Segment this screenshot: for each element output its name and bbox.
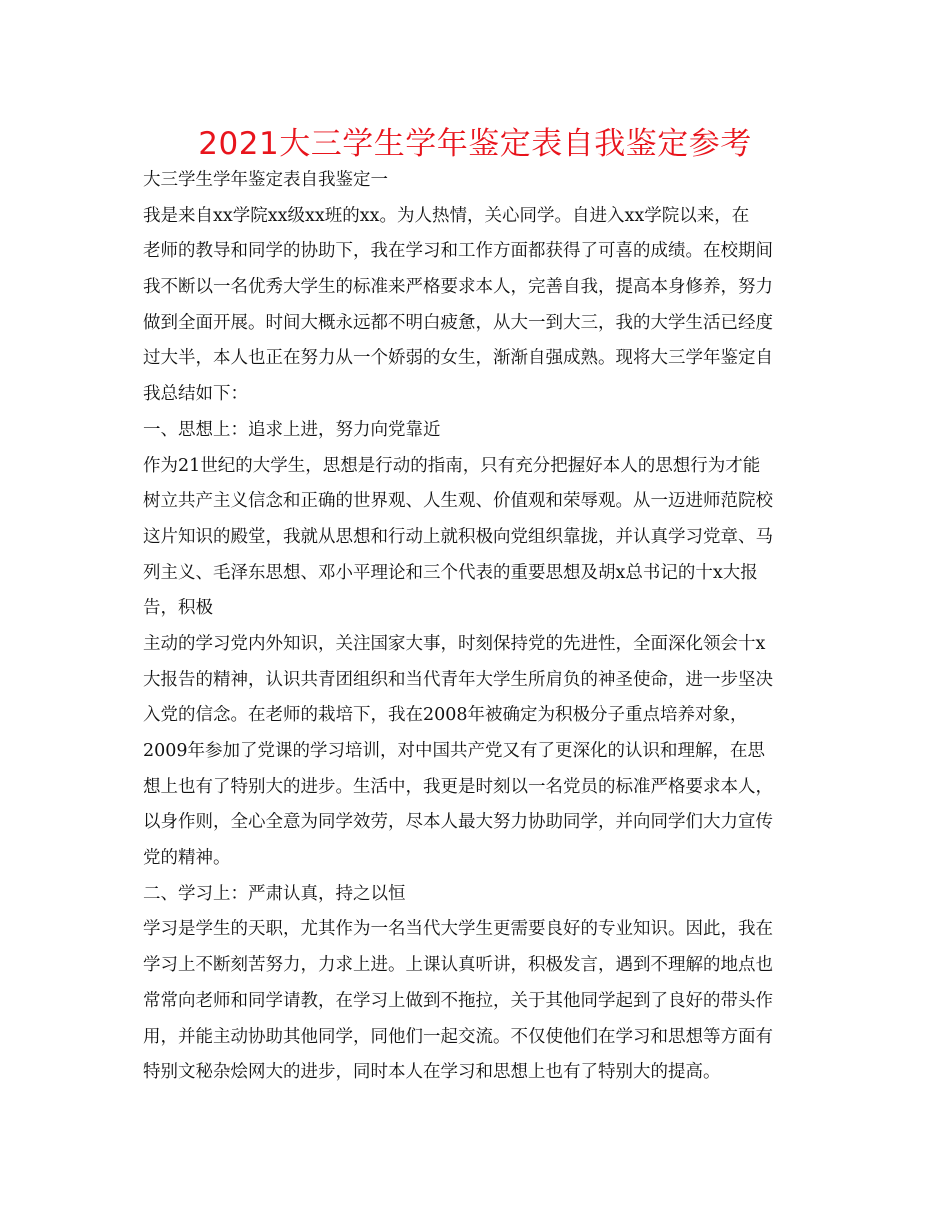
document-title: 2021大三学生学年鉴定表自我鉴定参考 [198, 126, 752, 162]
paragraph-line: 2009年参加了党课的学习培训，对中国共产党又有了更深化的认识和理解，在思 [143, 741, 766, 761]
paragraph-line: 党的精神。 [143, 848, 231, 869]
paragraph-line: 列主义、毛泽东思想、邓小平理论和三个代表的重要思想及胡x总书记的十x大报 [143, 562, 758, 583]
paragraph-line: 主动的学习党内外知识，关注国家大事，时刻保持党的先进性，全面深化领会十x [143, 633, 766, 654]
paragraph-line: 树立共产主义信念和正确的世界观、人生观、价值观和荣辱观。从一迈进师范院校 [143, 491, 773, 512]
paragraph-line: 这片知识的殿堂，我就从思想和行动上就积极向党组织靠拢，并认真学习党章、马 [143, 526, 773, 547]
paragraph-line: 我是来自xx学院xx级xx班的xx。为人热情，关心同学。自进入xx学院以来，在 [143, 205, 750, 226]
paragraph-line: 我总结如下： [143, 384, 248, 405]
paragraph-line: 做到全面开展。时间大概永远都不明白疲惫，从大一到大三，我的大学生活已经度 [143, 312, 773, 333]
paragraph-line: 过大半，本人也正在努力从一个娇弱的女生，渐渐自强成熟。现将大三学年鉴定自 [143, 348, 773, 369]
paragraph-line: 想上也有了特别大的进步。生活中，我更是时刻以一名党员的标准严格要求本人， [143, 776, 773, 797]
paragraph-line: 学习是学生的天职，尤其作为一名当代大学生更需要良好的专业知识。因此，我在 [143, 919, 773, 940]
paragraph-line: 我不断以一名优秀大学生的标准来严格要求本人，完善自我，提高本身修养，努力 [143, 277, 773, 298]
paragraph-line: 入党的信念。在老师的栽培下，我在2008年被确定为积极分子重点培养对象， [143, 705, 748, 726]
paragraph-line: 特别文秘杂烩网大的进步，同时本人在学习和思想上也有了特别大的提高。 [143, 1062, 721, 1083]
section-heading: 二、学习上：严肃认真，持之以恒 [143, 883, 406, 904]
paragraph-line: 大报告的精神，认识共青团组织和当代青年大学生所肩负的神圣使命，进一步坚决 [143, 669, 773, 690]
paragraph-line: 告，积极 [143, 598, 213, 619]
section-heading: 一、思想上：追求上进，努力向党靠近 [143, 419, 441, 440]
section-heading: 大三学生学年鉴定表自我鉴定一 [143, 170, 388, 190]
paragraph-line: 常常向老师和同学请教，在学习上做到不拖拉，关于其他同学起到了良好的带头作 [143, 990, 773, 1011]
paragraph-line: 用，并能主动协助其他同学，同他们一起交流。不仅使他们在学习和思想等方面有 [143, 1026, 773, 1047]
paragraph-line: 学习上不断刻苦努力，力求上进。上课认真听讲，积极发言，遇到不理解的地点也 [143, 955, 773, 976]
document-body [143, 163, 823, 1091]
paragraph-line: 老师的教导和同学的协助下，我在学习和工作方面都获得了可喜的成绩。在校期间 [143, 241, 773, 262]
paragraph-line: 以身作则，全心全意为同学效劳，尽本人最大努力协助同学，并向同学们大力宣传 [143, 812, 773, 833]
paragraph-line: 作为21世纪的大学生，思想是行动的指南，只有充分把握好本人的思想行为才能 [143, 455, 761, 476]
